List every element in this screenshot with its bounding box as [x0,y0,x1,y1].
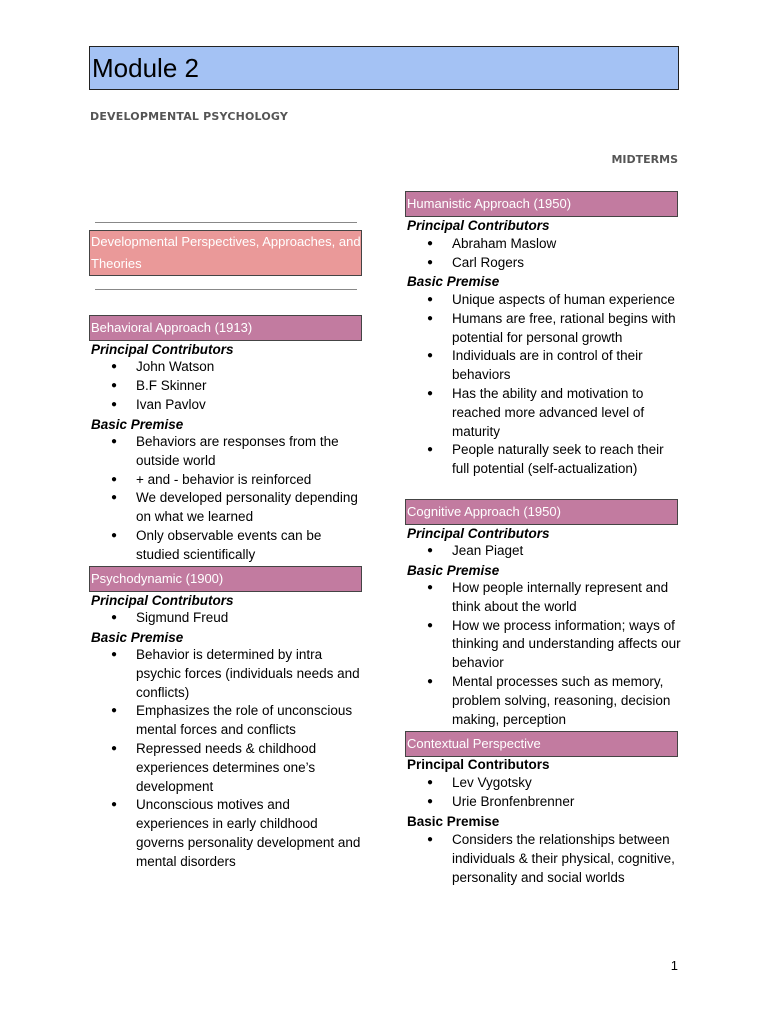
list-item: ● Has the ability and motivation to reached more advanced level of maturity [427,385,645,439]
list-item: ● Unconscious motives and experiences in early childhood governs personality development and mental disorders [111,797,361,869]
contextual-header: Contextual Perspective [405,731,678,757]
humanistic-premise-label: Basic Premise [407,274,500,289]
psychodynamic-premise-label: Basic Premise [91,630,184,645]
list-item: ● B.F Skinner [111,377,207,393]
list-item: ● Sigmund Freud [111,610,229,625]
list-item: ● How we process information; ways of thinking and understanding affects our behavior [427,617,681,671]
psychodynamic-premise-list [91,646,361,872]
behavioral-contributors-list [91,358,361,414]
list-item: ● Lev Vygotsky [427,775,532,790]
divider-top [95,222,357,223]
list-item: ● Humans are free, rational begins with potential for personal growth [427,310,676,345]
humanistic-contributors-label: Principal Contributors [407,218,550,233]
psychodynamic-contributors-list [91,609,361,628]
list-item: ● Behaviors are responses from the outside world [111,434,339,468]
list-item: ● + and - behavior is reinforced [111,471,312,487]
list-item: ● Carl Rogers [427,254,525,270]
list-item: ● Ivan Pavlov [111,396,206,412]
cognitive-header: Cognitive Approach (1950) [405,499,678,525]
section-title: Developmental Perspectives, Approaches, and Theories [89,230,362,276]
list-item: ● Urie Bronfenbrenner [427,793,575,809]
list-item: ● Only observable events can be studied scientifically [111,527,322,562]
cognitive-premise-list [407,579,682,729]
term-label: MIDTERMS [611,153,678,166]
behavioral-header: Behavioral Approach (1913) [89,315,362,341]
divider-bottom [95,289,357,290]
behavioral-contributors-label: Principal Contributors [91,342,234,357]
cognitive-premise-label: Basic Premise [407,563,500,578]
behavioral-premise-list [91,433,361,565]
list-item: ● Mental processes such as memory, problem solving, reasoning, decision making, perception [427,673,671,727]
document-subtitle: DEVELOPMENTAL PSYCHOLOGY [90,110,289,123]
behavioral-premise-label: Basic Premise [91,417,184,432]
list-item: ● Individuals are in control of their behaviors [427,348,643,383]
list-item: ● Emphasizes the role of unconscious mental forces and conflicts [111,703,353,738]
list-item: ● Unique aspects of human experience [427,292,675,307]
page-number: 1 [670,958,678,973]
contextual-contributors-label: Principal Contributors [407,757,550,772]
list-item: ● Abraham Maslow [427,236,557,251]
list-item: ● How people internally represent and think about the world [427,580,669,614]
list-item: ● Considers the relationships between individuals & their physical, cognitive, personality and social worlds [427,832,675,885]
humanistic-header: Humanistic Approach (1950) [405,191,678,217]
psychodynamic-contributors-label: Principal Contributors [91,593,234,608]
list-item: ● Behavior is determined by intra psychic forces (individuals needs and conflicts) [111,647,360,700]
contextual-premise-list [407,831,682,887]
cognitive-contributors-list [407,542,682,561]
module-title: Module 2 [89,46,679,90]
list-item: ● Jean Piaget [427,543,524,558]
humanistic-contributors-list [407,235,682,273]
contextual-premise-label: Basic Premise [407,814,500,829]
psychodynamic-header: Psychodynamic (1900) [89,566,362,592]
list-item: ● Repressed needs & childhood experiences determines one’s development [111,740,317,794]
list-item: ● We developed personality depending on what we learned [111,490,358,525]
cognitive-contributors-label: Principal Contributors [407,526,550,541]
contextual-contributors-list [407,774,682,812]
list-item: ● John Watson [111,359,215,374]
list-item: ● People naturally seek to reach their full potential (self-actualization) [427,442,664,477]
humanistic-premise-list [407,291,682,479]
